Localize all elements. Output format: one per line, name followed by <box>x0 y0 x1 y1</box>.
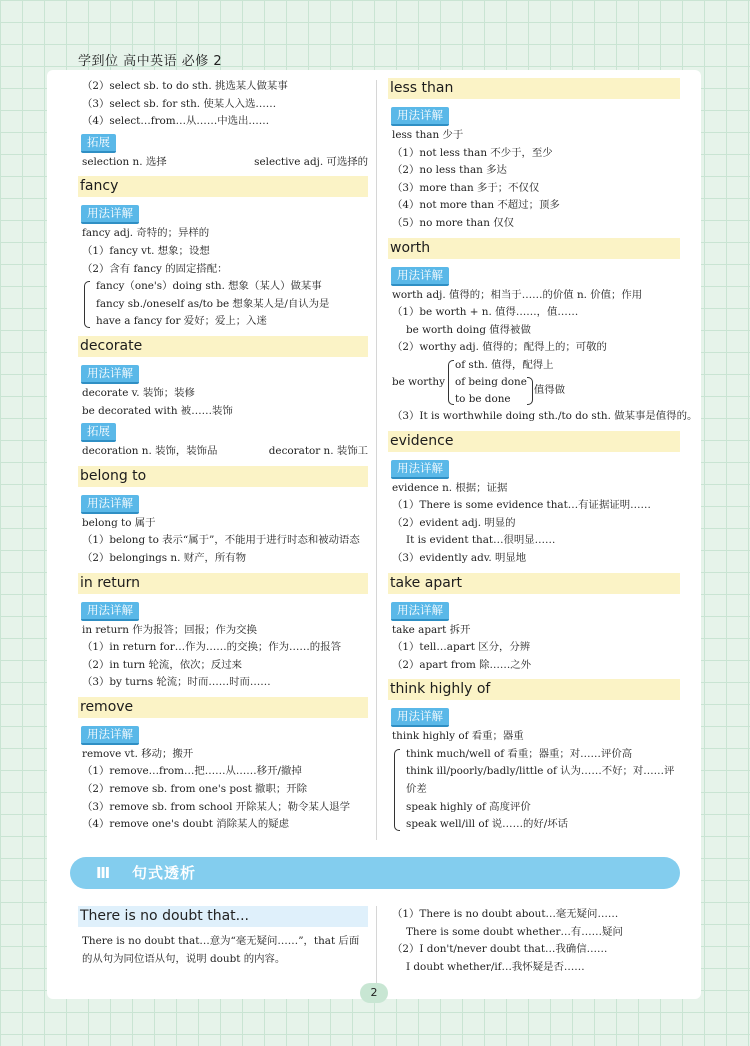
bottom-left-column <box>78 906 368 968</box>
evidence-line: evidence n. 根据；证据 <box>392 481 508 494</box>
term-decorate: decorate <box>78 336 368 357</box>
usage-tag: 用法详解 <box>81 205 139 224</box>
doubt-line: （1）There is no doubt about…毫无疑问…… <box>392 908 619 920</box>
expand-item: decorator n. 装饰工 <box>268 445 368 458</box>
term-no-doubt: There is no doubt that... <box>78 906 368 927</box>
column-divider <box>376 80 377 840</box>
left-column <box>78 78 368 834</box>
term-take-apart: take apart <box>388 573 680 594</box>
worth-line: （2）worthy adj. 值得的；配得上的；可敬的 <box>392 341 607 354</box>
remove-line: （3）remove sb. from school 开除某人；勒令某人退学 <box>82 800 351 813</box>
less-than-line: （3）more than 多于；不仅仅 <box>392 181 540 194</box>
fancy-brace-group <box>82 278 368 331</box>
worthy-structure <box>388 357 680 408</box>
term-worth: worth <box>388 238 680 259</box>
in-return-line: （1）in return for…作为……的交换；作为……的报答 <box>82 641 341 654</box>
worth-line: worth adj. 值得的；相当于……的价值 n. 价值；作用 <box>392 288 643 301</box>
bottom-divider <box>376 906 377 986</box>
section-banner <box>70 857 680 889</box>
evidence-indent-line: It is evident that…很明显…… <box>406 534 556 547</box>
less-than-line: less than 少于 <box>392 129 464 141</box>
decorate-line: decorate v. 装饰；装修 <box>82 386 195 399</box>
term-fancy: fancy <box>78 176 368 197</box>
expand-item: selection n. 选择 <box>82 155 167 168</box>
in-return-line: （3）by turns 轮流；时而……时而…… <box>82 676 271 689</box>
belong-line: belong to 属于 <box>82 516 156 529</box>
fancy-collocation: fancy（one's）doing sth. 想象（某人）做某事 <box>96 280 322 293</box>
usage-tag: 用法详解 <box>391 708 449 727</box>
think-line: think highly of 看重；器重 <box>392 730 524 743</box>
doubt-indent-line: I doubt whether/if…我怀疑是否…… <box>406 960 585 973</box>
remove-line: （1）remove…from…把……从……移开/撤掉 <box>82 765 302 778</box>
expand-item: selective adj. 可选择的 <box>254 155 368 168</box>
term-evidence: evidence <box>388 431 680 452</box>
less-than-line: （5）no more than 仅仅 <box>392 216 515 229</box>
take-apart-line: （1）tell…apart 区分，分辨 <box>392 641 531 654</box>
usage-tag: 用法详解 <box>81 495 139 514</box>
expand-tag: 拓展 <box>81 134 116 153</box>
usage-tag: 用法详解 <box>391 460 449 479</box>
doubt-indent-line: There is some doubt whether…有……疑问 <box>406 925 623 938</box>
worthy-option: to be done <box>454 392 511 405</box>
select-line: （4）select…from…从……中选出…… <box>82 115 270 128</box>
section-title: 句式透析 <box>132 864 197 882</box>
fancy-line: （2）含有 fancy 的固定搭配： <box>82 262 228 275</box>
fancy-collocation: fancy sb./oneself as/to be 想象某人是/自认为是 <box>96 297 330 310</box>
take-apart-line: （2）apart from 除……之外 <box>392 658 532 671</box>
usage-tag: 用法详解 <box>81 365 139 384</box>
term-in-return: in return <box>78 573 368 594</box>
select-line: （3）select sb. for sth. 使某人入选…… <box>82 97 277 110</box>
think-collocation: speak well/ill of 说……的好/坏话 <box>406 818 569 831</box>
remove-line: （2）remove sb. from one's post 撤职；开除 <box>82 783 308 796</box>
take-apart-line: take apart 拆开 <box>392 623 471 636</box>
section-number: Ⅲ <box>96 864 111 882</box>
fancy-line: （1）fancy vt. 想象；设想 <box>82 244 210 257</box>
page-header: 学到位 高中英语 必修 2 <box>78 54 223 69</box>
belong-line: （1）belong to 表示“属于”，不能用于进行时态和被动语态 <box>82 534 360 547</box>
term-less-than: less than <box>388 78 680 99</box>
select-line: （2）select sb. to do sth. 挑选某人做某事 <box>82 80 288 92</box>
usage-tag: 用法详解 <box>391 267 449 286</box>
term-remove: remove <box>78 697 368 718</box>
select-expand-row <box>78 154 368 172</box>
term-belong-to: belong to <box>78 466 368 487</box>
think-collocation: think much/well of 看重；器重；对……评价高 <box>406 747 633 760</box>
usage-tag: 用法详解 <box>391 107 449 126</box>
remove-line: remove vt. 移动；搬开 <box>82 747 194 760</box>
worth-line: （1）be worth + n. 值得……，值…… <box>392 306 579 319</box>
think-brace-group <box>392 746 680 834</box>
worthy-inner <box>455 374 565 408</box>
worthy-join: 值得做 <box>533 384 566 397</box>
worthy-sub-group <box>455 374 534 408</box>
less-than-line: （2）no less than 多达 <box>392 164 507 177</box>
evidence-line: （3）evidently adv. 明显地 <box>392 551 527 564</box>
decorate-expand-row <box>78 443 368 461</box>
think-collocation: think ill/poorly/badly/little of 认为……不好；对……评价差 <box>406 765 675 796</box>
worth-line: （3）It is worthwhile doing sth./to do sth. 做某事是值得的。 <box>392 409 698 422</box>
bottom-right-column <box>388 906 680 976</box>
usage-tag: 用法详解 <box>81 602 139 621</box>
evidence-line: （2）evident adj. 明显的 <box>392 516 516 529</box>
no-doubt-explanation: There is no doubt that…意为“毫无疑问……”，that 后面的从句为同位语从句，说明 doubt 的内容。 <box>82 935 360 965</box>
worthy-label: be worthy <box>392 375 445 388</box>
in-return-line: （2）in turn 轮流，依次；反过来 <box>82 658 243 671</box>
term-think-highly: think highly of <box>388 679 680 700</box>
fancy-collocation: have a fancy for 爱好；爱上；入迷 <box>96 315 267 328</box>
less-than-line: （1）not less than 不少于，至少 <box>392 146 553 159</box>
less-than-line: （4）not more than 不超过；顶多 <box>392 199 560 212</box>
usage-tag: 用法详解 <box>391 602 449 621</box>
usage-tag: 用法详解 <box>81 726 139 745</box>
fancy-line: fancy adj. 奇特的；异样的 <box>82 227 210 240</box>
worth-indent-line: be worth doing 值得被做 <box>406 323 531 336</box>
think-collocation: speak highly of 高度评价 <box>406 800 531 813</box>
decorate-line: be decorated with 被……装饰 <box>82 404 233 417</box>
belong-line: （2）belongings n. 财产，所有物 <box>82 551 247 564</box>
remove-line: （4）remove one's doubt 消除某人的疑虑 <box>82 818 289 831</box>
expand-item: decoration n. 装饰，装饰品 <box>82 445 218 458</box>
doubt-line: （2）I don't/never doubt that…我确信…… <box>392 943 608 956</box>
page-number: 2 <box>360 983 388 1003</box>
worthy-brace-group <box>447 357 565 408</box>
evidence-line: （1）There is some evidence that…有证据证明…… <box>392 499 651 512</box>
in-return-line: in return 作为报答；回报；作为交换 <box>82 623 257 636</box>
worthy-option: of being done <box>454 375 527 388</box>
worthy-option: of sth. 值得，配得上 <box>454 358 554 371</box>
expand-tag: 拓展 <box>81 423 116 442</box>
right-column <box>388 78 698 834</box>
